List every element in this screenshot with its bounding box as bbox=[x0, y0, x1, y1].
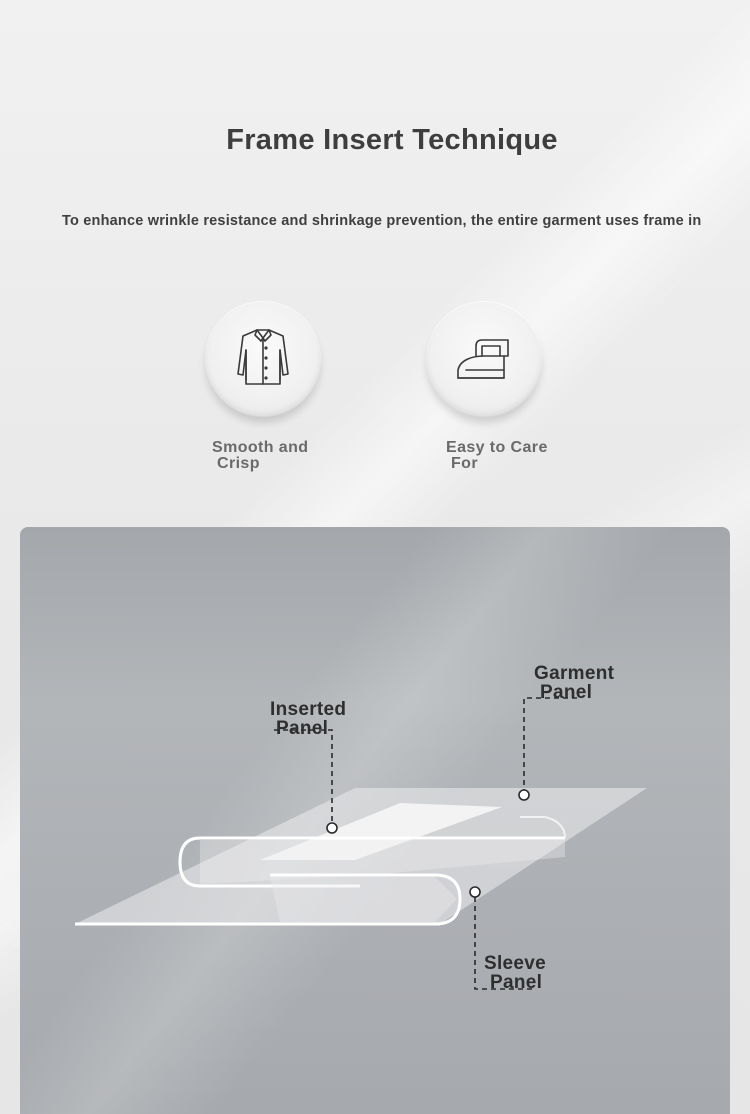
iron-icon bbox=[454, 326, 514, 390]
callout-line2: Panel bbox=[276, 718, 329, 739]
feature-label-smooth bbox=[212, 440, 308, 472]
callout-dot-sleeve bbox=[470, 887, 480, 897]
feature-label-line2: For bbox=[451, 455, 478, 472]
callout-line1: Inserted bbox=[270, 699, 347, 720]
feature-shirt bbox=[206, 302, 320, 416]
callout-inserted-panel bbox=[270, 700, 346, 738]
feature-label-line1: Easy to Care bbox=[446, 439, 548, 456]
callout-dot-inserted bbox=[327, 823, 337, 833]
frame-insert-diagram bbox=[20, 527, 730, 1114]
callout-sleeve-panel bbox=[484, 954, 546, 992]
callout-line1: Garment bbox=[534, 663, 615, 684]
feature-label-line2: Crisp bbox=[217, 455, 260, 472]
callout-line1: Sleeve bbox=[484, 953, 547, 974]
sleeve-lower-fill bbox=[270, 877, 457, 922]
feature-label-easy-care bbox=[446, 440, 548, 472]
feature-iron bbox=[427, 302, 541, 416]
page-title: Frame Insert Technique bbox=[226, 124, 558, 156]
diagram-panel bbox=[20, 527, 730, 1114]
callout-line-garment bbox=[524, 698, 577, 790]
shirt-icon bbox=[233, 326, 293, 390]
callout-line2: Panel bbox=[540, 682, 593, 703]
callout-garment-panel bbox=[534, 664, 614, 702]
page-subtitle: To enhance wrinkle resistance and shrinkage prevention, the entire garment uses frame in bbox=[62, 213, 702, 229]
callout-dot-garment bbox=[519, 790, 529, 800]
callout-line2: Panel bbox=[490, 972, 543, 993]
feature-label-line1: Smooth and bbox=[212, 439, 309, 456]
